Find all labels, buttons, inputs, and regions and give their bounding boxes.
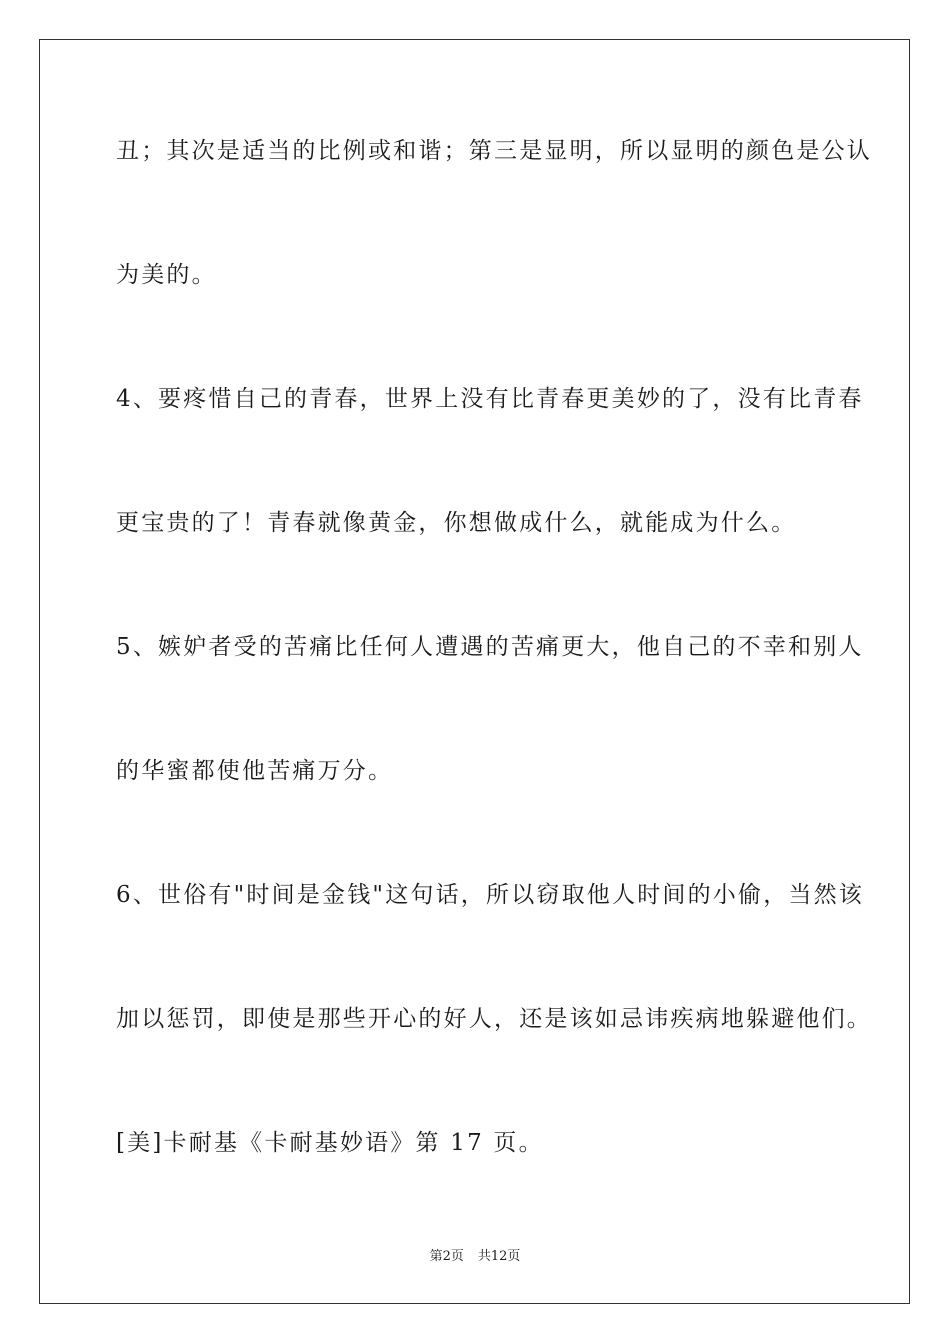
page-frame <box>39 39 910 1304</box>
text-line: 更宝贵的了！青春就像黄金，你想做成什么，就能成为什么。 <box>116 510 797 536</box>
text-line: 的华蜜都使他苦痛万分。 <box>116 758 394 784</box>
page-total: 共12页 <box>477 1249 521 1264</box>
text-line: 为美的。 <box>116 262 217 288</box>
citation-line: [美]卡耐基《卡耐基妙语》第 17 页。 <box>116 1130 544 1156</box>
text-line: 4、要疼惜自己的青春，世界上没有比青春更美妙的了，没有比青春 <box>116 386 864 412</box>
page-number: 第2页 <box>429 1249 464 1264</box>
text-line: 6、世俗有"时间是金钱"这句话，所以窃取他人时间的小偷，当然该 <box>116 882 864 908</box>
text-line: 加以惩罚，即使是那些开心的好人，还是该如忌讳疾病地躲避他们。 <box>116 1006 872 1032</box>
text-line: 丑；其次是适当的比例或和谐；第三是显明，所以显明的颜色是公认 <box>116 138 872 164</box>
text-line: 5、嫉妒者受的苦痛比任何人遭遇的苦痛更大，他自己的不幸和别人 <box>116 634 864 660</box>
page-footer <box>0 1248 950 1266</box>
